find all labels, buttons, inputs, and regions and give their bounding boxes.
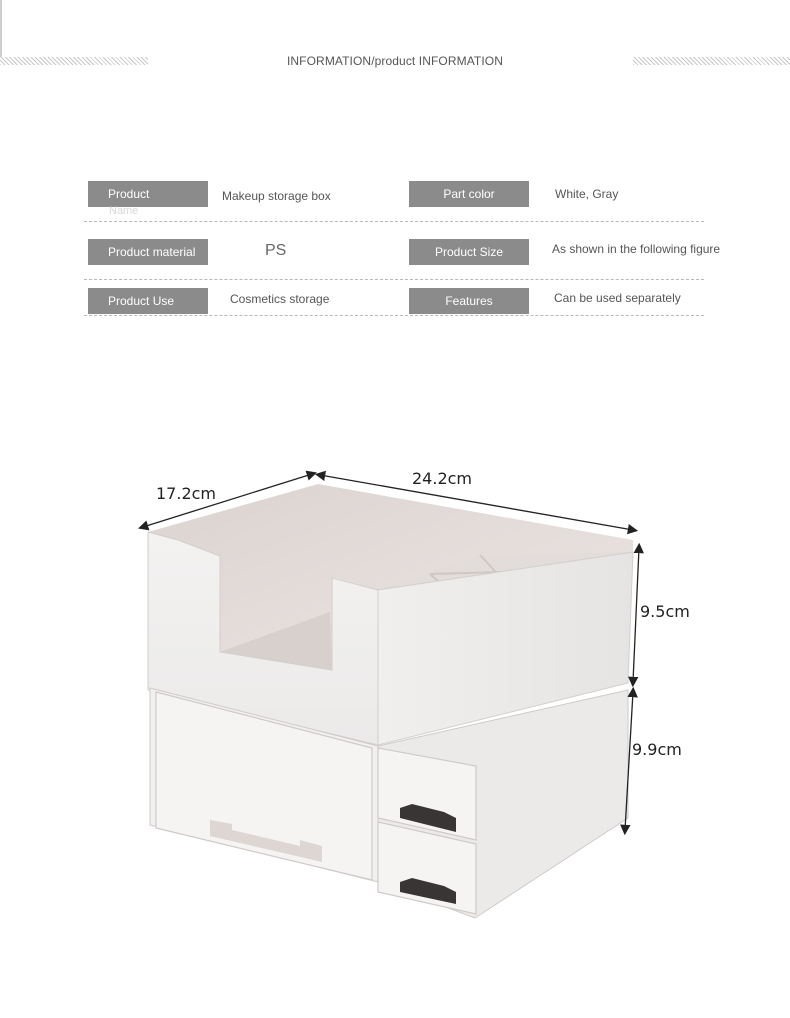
section-title: INFORMATION/product INFORMATION [286,54,503,68]
product-dimension-figure [0,440,790,960]
left-edge-line [0,0,2,58]
product-material-value: PS [265,242,287,259]
top-height-dimension-line [633,548,639,682]
spec-row-1 [84,181,704,222]
product-size-value: As shown in the following figure [552,242,721,256]
product-size-label: Product Size [409,239,529,265]
product-material-label: Product material [88,239,208,265]
bottom-height-label: 9.9cm [632,740,682,759]
part-color-value: White, Gray [555,187,619,201]
product-name-label-sub: Name [109,205,139,217]
product-name-value: Makeup storage box [222,189,331,203]
product-use-value: Cosmetics storage [230,292,330,306]
part-color-label: Part color [409,181,529,207]
features-value: Can be used separately [554,291,681,305]
product-name-label: Product [88,181,208,207]
depth-label: 17.2cm [156,484,217,503]
spec-row-3 [84,288,704,316]
spec-row-2 [84,239,721,280]
product-use-label: Product Use [88,288,208,314]
width-label: 24.2cm [412,469,473,488]
features-label: Features [409,288,529,314]
top-height-label: 9.5cm [640,602,690,621]
